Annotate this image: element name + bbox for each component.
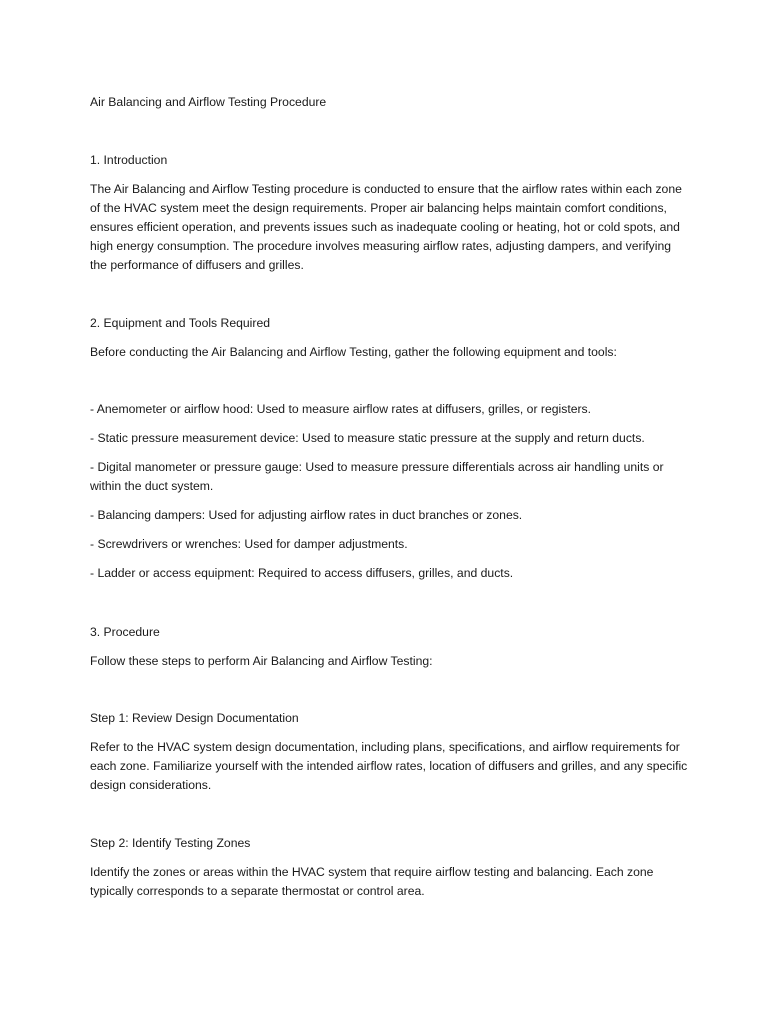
- intro-paragraph: The Air Balancing and Airflow Testing procedure is conducted to ensure that the airflow rates within each zone of the HVAC system meet the design requirements. Proper air balancing helps maintain comfort conditions, ensures efficient operation, and prevents issues such as inadequate cooling or heating, hot or cold spots, and high energy consumption. The procedure involves measuring airflow rates, adjusting dampers, and verifying the performance of diffusers and grilles.: [90, 182, 682, 272]
- step-2-heading: Step 2: Identify Testing Zones: [90, 836, 251, 850]
- equipment-item-screwdrivers: - Screwdrivers or wrenches: Used for damper adjustments.: [90, 537, 408, 551]
- equipment-item-static-pressure: - Static pressure measurement device: Used to measure static pressure at the supply and return ducts.: [90, 431, 645, 445]
- document-title: Air Balancing and Airflow Testing Procedure: [90, 95, 327, 109]
- equipment-lead: Before conducting the Air Balancing and Airflow Testing, gather the following equipment and tools:: [90, 345, 617, 359]
- step-1-paragraph: Refer to the HVAC system design documentation, including plans, specifications, and airflow requirements for each zone. Familiarize yourself with the intended airflow rates, location of diffusers and grilles, and any specific design considerations.: [90, 740, 688, 792]
- intro-heading: 1. Introduction: [90, 153, 168, 167]
- equipment-item-ladder: - Ladder or access equipment: Required to access diffusers, grilles, and ducts.: [90, 566, 514, 580]
- procedure-lead: Follow these steps to perform Air Balancing and Airflow Testing:: [90, 654, 433, 668]
- equipment-item-dampers: - Balancing dampers: Used for adjusting airflow rates in duct branches or zones.: [90, 508, 523, 522]
- equipment-item-anemometer: - Anemometer or airflow hood: Used to measure airflow rates at diffusers, grilles, or registers.: [90, 402, 592, 416]
- step-1-heading: Step 1: Review Design Documentation: [90, 711, 299, 725]
- procedure-heading: 3. Procedure: [90, 625, 160, 639]
- step-2-paragraph: Identify the zones or areas within the HVAC system that require airflow testing and balancing. Each zone typically corresponds to a separate thermostat or control area.: [90, 865, 654, 898]
- equipment-heading: 2. Equipment and Tools Required: [90, 316, 270, 330]
- equipment-item-manometer: - Digital manometer or pressure gauge: Used to measure pressure differentials across air handling units or within the duct system.: [90, 460, 664, 493]
